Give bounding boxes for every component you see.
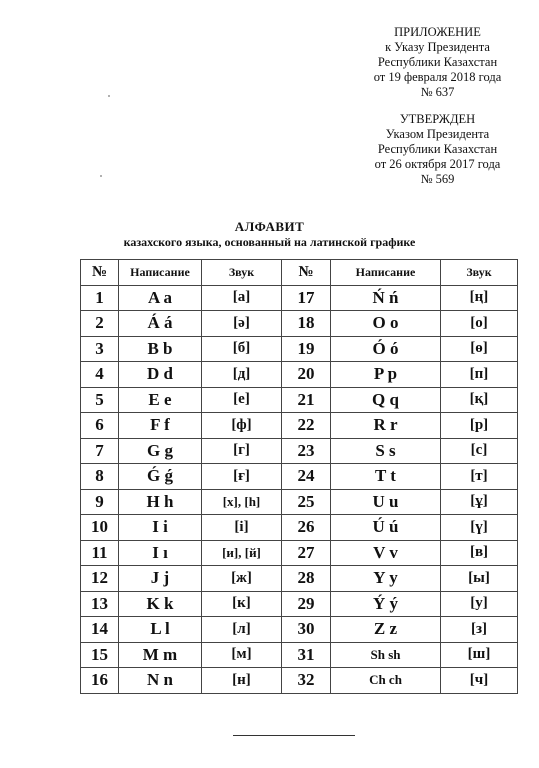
letter-number: 20 — [282, 362, 331, 388]
letter-number: 1 — [81, 285, 119, 311]
approved-block — [350, 112, 525, 187]
appendix-line: к Указу Президента — [385, 40, 490, 54]
approved-line: Республики Казахстан — [377, 142, 498, 156]
table-row — [81, 438, 518, 464]
table-row — [81, 311, 518, 337]
table-row — [81, 515, 518, 541]
letter-number: 23 — [282, 438, 331, 464]
letter-number: 27 — [282, 540, 331, 566]
letter-spelling: T t — [331, 464, 441, 490]
letter-sound: [у] — [441, 591, 518, 617]
letter-number: 3 — [81, 336, 119, 362]
alphabet-table — [80, 259, 518, 694]
table-row — [81, 566, 518, 592]
header-spelling-left: Написание — [119, 260, 202, 286]
letter-number: 29 — [282, 591, 331, 617]
letter-number: 28 — [282, 566, 331, 592]
letter-spelling: Ý ý — [331, 591, 441, 617]
letter-sound: [т] — [441, 464, 518, 490]
letter-number: 25 — [282, 489, 331, 515]
table-row — [81, 336, 518, 362]
letter-sound: [х], [һ] — [202, 489, 282, 515]
letter-spelling: Á á — [119, 311, 202, 337]
appendix-line: № 637 — [420, 85, 455, 99]
letter-spelling: R r — [331, 413, 441, 439]
letter-sound: [ш] — [441, 642, 518, 668]
letter-spelling: Ú ú — [331, 515, 441, 541]
table-row — [81, 668, 518, 694]
letter-sound: [ө] — [441, 336, 518, 362]
letter-spelling: Q q — [331, 387, 441, 413]
letter-sound: [ұ] — [441, 489, 518, 515]
header-spelling-right: Написание — [331, 260, 441, 286]
table-row — [81, 489, 518, 515]
letter-spelling: K k — [119, 591, 202, 617]
letter-sound: [л] — [202, 617, 282, 643]
letter-spelling: J j — [119, 566, 202, 592]
letter-spelling: E e — [119, 387, 202, 413]
letter-sound: [г] — [202, 438, 282, 464]
letter-number: 19 — [282, 336, 331, 362]
letter-number: 21 — [282, 387, 331, 413]
table-header-row — [81, 260, 518, 286]
letter-spelling: S s — [331, 438, 441, 464]
letter-spelling: Ń ń — [331, 285, 441, 311]
letter-number: 5 — [81, 387, 119, 413]
letter-sound: [ч] — [441, 668, 518, 694]
letter-spelling: U u — [331, 489, 441, 515]
letter-spelling: I ı — [119, 540, 202, 566]
table-row — [81, 285, 518, 311]
letter-number: 14 — [81, 617, 119, 643]
letter-number: 8 — [81, 464, 119, 490]
document-title: АЛФАВИТ — [234, 219, 305, 234]
appendix-line: ПРИЛОЖЕНИЕ — [394, 25, 481, 39]
letter-spelling: O o — [331, 311, 441, 337]
table-row — [81, 591, 518, 617]
letter-spelling: M m — [119, 642, 202, 668]
approved-line: от 26 октября 2017 года — [374, 157, 501, 171]
letter-number: 13 — [81, 591, 119, 617]
letter-sound: [в] — [441, 540, 518, 566]
appendix-line: от 19 февраля 2018 года — [373, 70, 502, 84]
letter-sound: [к] — [202, 591, 282, 617]
bottom-rule — [233, 735, 355, 736]
letter-sound: [д] — [202, 362, 282, 388]
table-row — [81, 413, 518, 439]
table-row — [81, 540, 518, 566]
letter-sound: [б] — [202, 336, 282, 362]
letter-spelling: Ǵ ǵ — [119, 464, 202, 490]
letter-spelling: Ch ch — [331, 668, 441, 694]
letter-sound: [а] — [202, 285, 282, 311]
letter-sound: [з] — [441, 617, 518, 643]
letter-number: 22 — [282, 413, 331, 439]
letter-spelling: G g — [119, 438, 202, 464]
letter-spelling: B b — [119, 336, 202, 362]
approved-line: Указом Президента — [385, 127, 490, 141]
letter-number: 18 — [282, 311, 331, 337]
letter-sound: [н] — [202, 668, 282, 694]
table-row — [81, 387, 518, 413]
letter-spelling: Sh sh — [331, 642, 441, 668]
letter-spelling: F f — [119, 413, 202, 439]
letter-number: 9 — [81, 489, 119, 515]
letter-sound: [м] — [202, 642, 282, 668]
letter-number: 4 — [81, 362, 119, 388]
letter-number: 24 — [282, 464, 331, 490]
scan-speck — [108, 95, 110, 97]
header-number-right: № — [282, 260, 331, 286]
approved-line: УТВЕРЖДЕН — [399, 112, 476, 126]
letter-number: 32 — [282, 668, 331, 694]
letter-number: 17 — [282, 285, 331, 311]
letter-number: 12 — [81, 566, 119, 592]
document-subtitle: казахского языка, основанный на латинской графике — [123, 235, 416, 249]
letter-sound: [п] — [441, 362, 518, 388]
letter-spelling: Ó ó — [331, 336, 441, 362]
letter-sound: [ү] — [441, 515, 518, 541]
table-row — [81, 362, 518, 388]
letter-spelling: I i — [119, 515, 202, 541]
letter-sound: [ғ] — [202, 464, 282, 490]
letter-number: 30 — [282, 617, 331, 643]
letter-spelling: Z z — [331, 617, 441, 643]
letter-sound: [е] — [202, 387, 282, 413]
letter-spelling: A a — [119, 285, 202, 311]
table-row — [81, 642, 518, 668]
header-number-left: № — [81, 260, 119, 286]
header-sound-left: Звук — [202, 260, 282, 286]
letter-number: 26 — [282, 515, 331, 541]
letter-spelling: P p — [331, 362, 441, 388]
letter-sound: [қ] — [441, 387, 518, 413]
letter-number: 10 — [81, 515, 119, 541]
letter-spelling: D d — [119, 362, 202, 388]
letter-sound: [ә] — [202, 311, 282, 337]
letter-sound: [і] — [202, 515, 282, 541]
letter-spelling: H h — [119, 489, 202, 515]
letter-number: 11 — [81, 540, 119, 566]
letter-sound: [ж] — [202, 566, 282, 592]
letter-sound: [р] — [441, 413, 518, 439]
header-sound-right: Звук — [441, 260, 518, 286]
letter-spelling: N n — [119, 668, 202, 694]
table-row — [81, 617, 518, 643]
letter-number: 31 — [282, 642, 331, 668]
letter-spelling: V v — [331, 540, 441, 566]
letter-sound: [ң] — [441, 285, 518, 311]
appendix-line: Республики Казахстан — [377, 55, 498, 69]
letter-sound: [ф] — [202, 413, 282, 439]
letter-number: 16 — [81, 668, 119, 694]
letter-spelling: L l — [119, 617, 202, 643]
letter-number: 2 — [81, 311, 119, 337]
scan-speck — [100, 175, 102, 177]
letter-sound: [и], [й] — [202, 540, 282, 566]
letter-spelling: Y y — [331, 566, 441, 592]
approved-line: № 569 — [420, 172, 455, 186]
letter-number: 15 — [81, 642, 119, 668]
letter-sound: [ы] — [441, 566, 518, 592]
letter-sound: [о] — [441, 311, 518, 337]
letter-sound: [с] — [441, 438, 518, 464]
table-row — [81, 464, 518, 490]
letter-number: 6 — [81, 413, 119, 439]
letter-number: 7 — [81, 438, 119, 464]
appendix-block — [350, 25, 525, 100]
